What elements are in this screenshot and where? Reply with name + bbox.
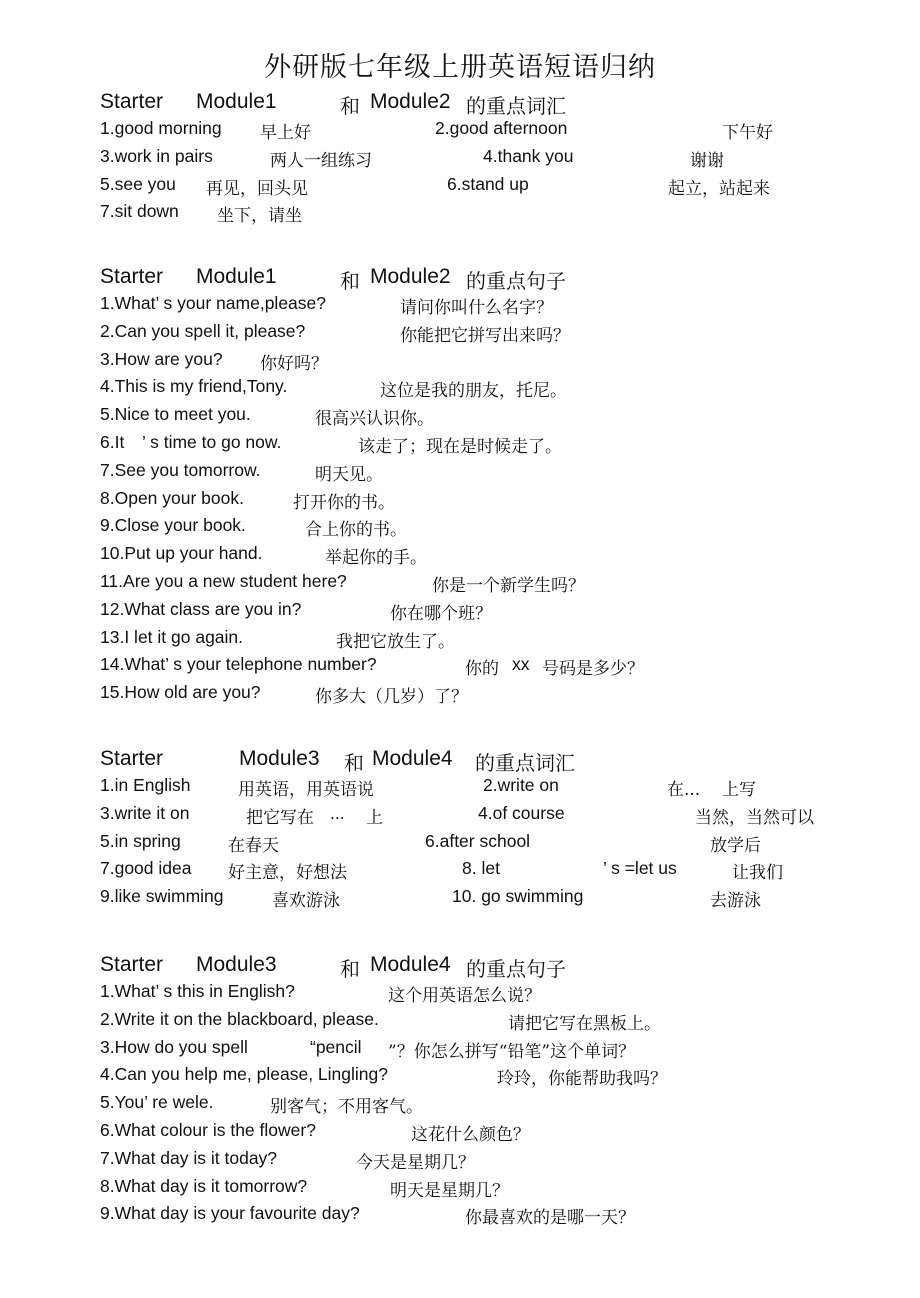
heading-topic: 的重点词汇 bbox=[475, 751, 575, 775]
phrase-zh: 去游泳 bbox=[710, 891, 761, 912]
sentence-row bbox=[100, 1064, 880, 1092]
sentence-zh: 合上你的书。 bbox=[305, 520, 407, 541]
section-heading bbox=[100, 265, 880, 293]
sentence-row bbox=[100, 1037, 880, 1065]
sentence-row bbox=[100, 654, 880, 682]
sentence-en: 7.What day is it today? bbox=[100, 1147, 278, 1168]
vocab-row bbox=[100, 858, 880, 886]
sentence-zh: 玲玲，你能帮助我吗？ bbox=[497, 1069, 667, 1090]
phrase-zh: 让我们 bbox=[732, 863, 783, 884]
sentence-zh: ”？你怎么拼写“铅笔”这个单词？ bbox=[388, 1041, 636, 1062]
sentence-zh: 你是一个新学生吗？ bbox=[432, 575, 585, 596]
phrase-en: 3.work in pairs bbox=[100, 145, 213, 166]
phrase-en: 7.sit down bbox=[100, 201, 179, 222]
sentence-en: 7.See you tomorrow. bbox=[100, 459, 261, 480]
sentence-en: ’ s time to go now. bbox=[142, 431, 282, 452]
sentence-row bbox=[100, 404, 880, 432]
heading-starter: Starter bbox=[100, 90, 164, 113]
sentence-zh: 该走了；现在是时候走了。 bbox=[358, 436, 562, 457]
sentence-row bbox=[100, 1092, 880, 1120]
sentence-en: 1.What’ s this in English? bbox=[100, 981, 295, 1001]
phrase-en: 2.write on bbox=[483, 775, 559, 795]
heading-starter: Starter bbox=[100, 953, 164, 976]
phrase-en: 3.write it on bbox=[100, 802, 190, 823]
sentence-en: 5.You’ re wele. bbox=[100, 1092, 214, 1113]
sentence-en: 8.What day is it tomorrow? bbox=[100, 1175, 308, 1196]
phrase-en: ... bbox=[330, 802, 345, 823]
sentence-zh: 你在哪个班？ bbox=[390, 603, 492, 624]
vocab-row bbox=[100, 775, 880, 803]
phrase-zh: 坐下，请坐 bbox=[217, 206, 302, 227]
sentence-en: 11.Are you a new student here? bbox=[100, 570, 347, 591]
vocab-row bbox=[100, 118, 880, 146]
section-heading bbox=[100, 953, 880, 981]
phrase-zh: 早上好 bbox=[260, 123, 311, 143]
phrase-en: 7.good idea bbox=[100, 858, 192, 879]
phrase-zh: 下午好 bbox=[722, 123, 773, 143]
sentence-en: 6.What colour is the flower? bbox=[100, 1119, 316, 1140]
sentence-en: 2.Can you spell it, please? bbox=[100, 320, 306, 341]
sentence-row bbox=[100, 432, 880, 460]
sentence-row bbox=[100, 543, 880, 571]
sentence-zh: 很高兴认识你。 bbox=[315, 409, 434, 430]
sentence-en: 13.I let it go again. bbox=[100, 626, 244, 647]
sentence-zh: 别客气；不用客气。 bbox=[270, 1097, 423, 1118]
heading-and: 和 bbox=[340, 94, 360, 118]
sentence-en: 4.Can you help me, please, Lingling? bbox=[100, 1064, 388, 1085]
heading-module-a: Module1 bbox=[196, 265, 277, 288]
vocab-row bbox=[100, 201, 880, 229]
heading-module-a: Module3 bbox=[196, 953, 277, 976]
sentence-en: 14.What’ s your telephone number? bbox=[100, 654, 377, 675]
sentence-en: 1.What’ s your name,please? bbox=[100, 293, 326, 313]
phrase-en: 5.in spring bbox=[100, 830, 181, 851]
phrase-en: ’ s =let us bbox=[603, 858, 677, 879]
heading-starter: Starter bbox=[100, 747, 164, 770]
phrase-en: 5.see you bbox=[100, 173, 176, 194]
section-module3-4-sentences bbox=[100, 953, 880, 1231]
sentence-row bbox=[100, 1009, 880, 1037]
heading-module-b: Module2 bbox=[370, 90, 451, 113]
sentence-zh: 这花什么颜色？ bbox=[411, 1124, 530, 1145]
phrase-en: 4.thank you bbox=[483, 145, 574, 166]
sentence-en: 2.Write it on the blackboard, please. bbox=[100, 1008, 379, 1029]
sentence-row bbox=[100, 682, 880, 710]
sentence-en: 6.It bbox=[100, 431, 125, 452]
sentence-en: 8.Open your book. bbox=[100, 487, 244, 508]
sentence-zh: 你好吗？ bbox=[260, 353, 328, 374]
phrase-zh: 喜欢游泳 bbox=[272, 891, 340, 912]
sentence-row bbox=[100, 1148, 880, 1176]
heading-topic: 的重点句子 bbox=[466, 957, 566, 981]
phrase-zh: 再见，回头见 bbox=[206, 178, 308, 199]
page-title: 外研版七年级上册英语短语归纳 bbox=[264, 52, 656, 83]
sentence-row bbox=[100, 1120, 880, 1148]
sentence-zh: 你能把它拼写出来吗？ bbox=[400, 325, 570, 346]
vocab-row bbox=[100, 831, 880, 859]
sentence-en: 4.This is my friend,Tony. bbox=[100, 376, 288, 397]
sentence-row bbox=[100, 460, 880, 488]
phrase-zh: 放学后 bbox=[710, 835, 761, 856]
sentence-zh: 举起你的手。 bbox=[325, 548, 427, 569]
sentence-row bbox=[100, 293, 880, 321]
phrase-en: 9.like swimming bbox=[100, 886, 224, 907]
section-heading bbox=[100, 90, 880, 118]
phrase-zh: 谢谢 bbox=[690, 150, 724, 171]
phrase-zh: 用英语，用英语说 bbox=[238, 780, 374, 800]
sentence-zh: 你最喜欢的是哪一天？ bbox=[465, 1208, 635, 1229]
vocab-row bbox=[100, 174, 880, 202]
heading-and: 和 bbox=[344, 751, 364, 775]
sentence-en: 10.Put up your hand. bbox=[100, 543, 263, 564]
sentence-zh: 你的 bbox=[465, 659, 499, 680]
sentence-zh: 明天是星期几？ bbox=[390, 1180, 509, 1201]
sentence-zh: 你多大（几岁）了？ bbox=[315, 687, 468, 708]
vocab-row bbox=[100, 886, 880, 914]
sentence-row bbox=[100, 349, 880, 377]
sentence-en: 3.How are you? bbox=[100, 348, 223, 369]
sentence-zh: 这位是我的朋友，托尼。 bbox=[380, 381, 567, 402]
sentence-en: “pencil bbox=[310, 1036, 362, 1057]
heading-module-a: Module3 bbox=[239, 747, 320, 770]
heading-module-b: Module2 bbox=[370, 265, 451, 288]
phrase-en: 6.stand up bbox=[447, 173, 529, 194]
sentence-zh: 明天见。 bbox=[315, 464, 383, 485]
sentence-row bbox=[100, 321, 880, 349]
sentence-zh: 请把它写在黑板上。 bbox=[508, 1013, 661, 1034]
sentence-zh: 我把它放生了。 bbox=[336, 631, 455, 652]
sentence-row bbox=[100, 627, 880, 655]
phrase-zh: 把它写在 bbox=[246, 807, 314, 828]
heading-module-b: Module4 bbox=[372, 747, 453, 770]
phrase-en: 2.good afternoon bbox=[435, 118, 568, 138]
phrase-zh: 上 bbox=[366, 807, 383, 828]
sentence-zh: 打开你的书。 bbox=[293, 492, 395, 513]
phrase-en: 8. let bbox=[462, 858, 500, 879]
phrase-zh: 在... bbox=[667, 780, 701, 800]
phrase-zh: 在春天 bbox=[228, 835, 279, 856]
heading-and: 和 bbox=[340, 957, 360, 981]
phrase-zh: 上写 bbox=[722, 780, 756, 800]
sentence-en: 9.What day is your favourite day? bbox=[100, 1203, 360, 1224]
sentence-zh: 这个用英语怎么说？ bbox=[388, 986, 541, 1006]
phrase-zh: 好主意，好想法 bbox=[228, 863, 347, 884]
heading-module-a: Module1 bbox=[196, 90, 277, 113]
section-module1-2-sentences bbox=[100, 265, 880, 710]
sentence-en: xx bbox=[512, 654, 530, 675]
sentence-en: 15.How old are you? bbox=[100, 682, 261, 703]
heading-and: 和 bbox=[340, 269, 360, 293]
section-heading bbox=[100, 747, 880, 775]
phrase-en: 6.after school bbox=[425, 830, 531, 851]
sentence-row bbox=[100, 981, 880, 1009]
vocab-row bbox=[100, 803, 880, 831]
sentence-row bbox=[100, 571, 880, 599]
sentence-en: 9.Close your book. bbox=[100, 515, 246, 536]
heading-topic: 的重点句子 bbox=[466, 269, 566, 293]
sentence-row bbox=[100, 515, 880, 543]
heading-starter: Starter bbox=[100, 265, 164, 288]
sentence-row bbox=[100, 599, 880, 627]
phrase-zh: 起立，站起来 bbox=[668, 178, 770, 199]
section-module3-4-vocabulary bbox=[100, 747, 880, 914]
sentence-en: 12.What class are you in? bbox=[100, 598, 302, 619]
phrase-en: 4.of course bbox=[478, 802, 565, 823]
phrase-en: 1.good morning bbox=[100, 118, 222, 138]
phrase-en: 1.in English bbox=[100, 775, 191, 795]
heading-topic: 的重点词汇 bbox=[466, 94, 566, 118]
sentence-zh: 号码是多少？ bbox=[542, 659, 644, 680]
phrase-zh: 两人一组练习 bbox=[270, 150, 372, 171]
sentence-zh: 请问你叫什么名字？ bbox=[400, 298, 553, 318]
phrase-en: 10. go swimming bbox=[452, 886, 584, 907]
sentence-row bbox=[100, 1203, 880, 1231]
sentence-row bbox=[100, 1176, 880, 1204]
sentence-en: 5.Nice to meet you. bbox=[100, 404, 251, 425]
heading-module-b: Module4 bbox=[370, 953, 451, 976]
sentence-en: 3.How do you spell bbox=[100, 1036, 248, 1057]
sentence-row bbox=[100, 488, 880, 516]
sentence-row bbox=[100, 376, 880, 404]
phrase-zh: 当然，当然可以 bbox=[695, 807, 814, 828]
section-module1-2-vocabulary bbox=[100, 90, 880, 229]
sentence-zh: 今天是星期几？ bbox=[356, 1152, 475, 1173]
vocab-row bbox=[100, 146, 880, 174]
